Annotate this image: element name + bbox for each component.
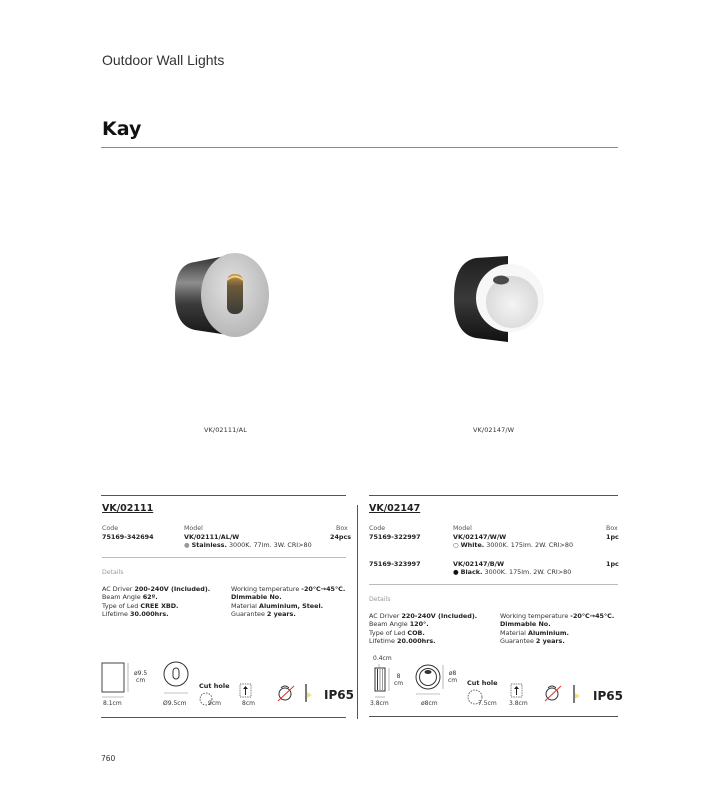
family-title: VK/02147	[369, 503, 421, 514]
beam-direction-icon	[572, 684, 582, 704]
detail-line: AC Driver 220-240V (Included).	[369, 612, 478, 620]
product-photo-stainless	[165, 240, 275, 350]
details-label: Details	[102, 569, 124, 576]
row-divider	[369, 584, 618, 585]
detail-line: Dimmable No.	[500, 620, 551, 629]
column-divider	[357, 505, 358, 719]
dim-front-width: ø8cm	[421, 700, 438, 707]
product-photo-white	[448, 250, 548, 350]
beam-direction-icon	[304, 683, 314, 703]
dim-depth: 8cm	[242, 700, 255, 707]
product-model: VK/02147/W/W	[453, 533, 507, 541]
finish-name: White.	[460, 541, 485, 549]
finish-swatch-icon: ○	[453, 541, 459, 549]
section-divider	[101, 495, 346, 496]
detail-line: Lifetime 20.000hrs.	[369, 637, 436, 646]
product-model: VK/02111/AL/W	[184, 533, 240, 541]
dim-width: 3.8cm	[370, 700, 389, 707]
col-header-code: Code	[102, 525, 119, 532]
finish-swatch-icon: ●	[453, 568, 459, 576]
recess-depth-icon	[239, 683, 253, 699]
side-view-drawing-icon	[372, 664, 394, 702]
product-model: VK/02147/B/W	[453, 560, 505, 568]
variant-spec: 3000K. 175lm. 2W. CRI>80	[484, 541, 574, 549]
detail-line: Guarantee 2 years.	[500, 637, 565, 646]
finish-name: Stainless.	[191, 541, 227, 549]
dim-height: 8 cm	[394, 673, 404, 687]
page-number: 760	[101, 754, 116, 763]
detail-line: Lifetime 30.000hrs.	[102, 610, 169, 619]
details-left	[102, 585, 210, 619]
dim-cut-hole: 7.5cm	[478, 700, 497, 707]
finish-name: Black.	[460, 568, 483, 576]
dim-diameter: ø8 cm	[448, 670, 458, 684]
non-dimmable-icon	[543, 683, 563, 703]
detail-line: Material Aluminium, Steel.	[231, 601, 324, 610]
col-header-code: Code	[369, 525, 386, 532]
variant-spec: 3000K. 175lm. 2W. CRI>80	[482, 568, 572, 576]
dim-diameter: Ø9.5cm	[163, 700, 187, 707]
cut-hole-label: Cut hole	[467, 679, 498, 687]
variant-spec: 3000K. 77lm. 3W. CRI>80	[226, 541, 312, 549]
detail-line: Beam Angle 120°.	[369, 620, 429, 629]
section-title: Outdoor Wall Lights	[102, 52, 225, 68]
details-label: Details	[369, 596, 391, 603]
front-view-drawing-icon	[414, 664, 446, 696]
section-divider	[101, 717, 346, 718]
product-box: 24pcs	[330, 533, 352, 541]
dim-height: ø9.5 cm	[134, 670, 148, 684]
product-box: 1pc	[606, 560, 619, 568]
dim-depth: 3.8cm	[509, 700, 528, 707]
recess-depth-icon	[510, 683, 524, 699]
non-dimmable-icon	[276, 683, 296, 703]
detail-line: Working temperature -20°C→45°C.	[500, 612, 615, 620]
dim-thickness: 0.4cm	[373, 655, 392, 662]
detail-line: Guarantee 2 years.	[231, 610, 296, 619]
product-variant	[453, 568, 571, 576]
section-divider	[369, 716, 618, 717]
detail-line: Type of Led COB.	[369, 628, 425, 637]
details-right	[231, 585, 345, 619]
family-title: VK/02111	[102, 503, 154, 514]
detail-line: AC Driver 200-240V (Included).	[102, 585, 211, 593]
ip-rating: IP65	[593, 689, 623, 703]
product-code: 75169-342694	[102, 533, 154, 541]
detail-line: Beam Angle 62º.	[102, 593, 158, 602]
side-view-drawing-icon	[101, 662, 131, 702]
col-header-model: Model	[453, 525, 472, 532]
ip-rating: IP65	[324, 688, 354, 702]
detail-line: Working temperature -20°C→45°C.	[231, 585, 346, 593]
product-variant	[453, 541, 573, 549]
details-right	[500, 612, 614, 646]
product-title: Kay	[102, 118, 142, 140]
col-header-model: Model	[184, 525, 203, 532]
detail-line: Dimmable No.	[231, 593, 282, 602]
dim-cut-hole: 9cm	[208, 700, 221, 707]
front-view-drawing-icon	[163, 660, 191, 700]
col-header-box: Box	[336, 525, 348, 532]
photo-caption: VK/02147/W	[473, 426, 515, 434]
product-code: 75169-323997	[369, 560, 421, 568]
col-header-box: Box	[606, 525, 618, 532]
product-code: 75169-322997	[369, 533, 421, 541]
dim-width: 8.1cm	[103, 700, 122, 707]
details-left	[369, 612, 477, 646]
product-variant	[184, 541, 312, 549]
cut-hole-label: Cut hole	[199, 682, 230, 690]
photo-caption: VK/02111/AL	[204, 426, 247, 434]
detail-line: Type of Led CREE XBD.	[102, 601, 179, 610]
section-divider	[369, 495, 618, 496]
row-divider	[102, 557, 346, 558]
finish-swatch-icon: ●	[184, 541, 190, 549]
detail-line: Material Aluminium.	[500, 628, 569, 637]
product-box: 1pc	[606, 533, 619, 541]
title-divider	[101, 147, 618, 148]
